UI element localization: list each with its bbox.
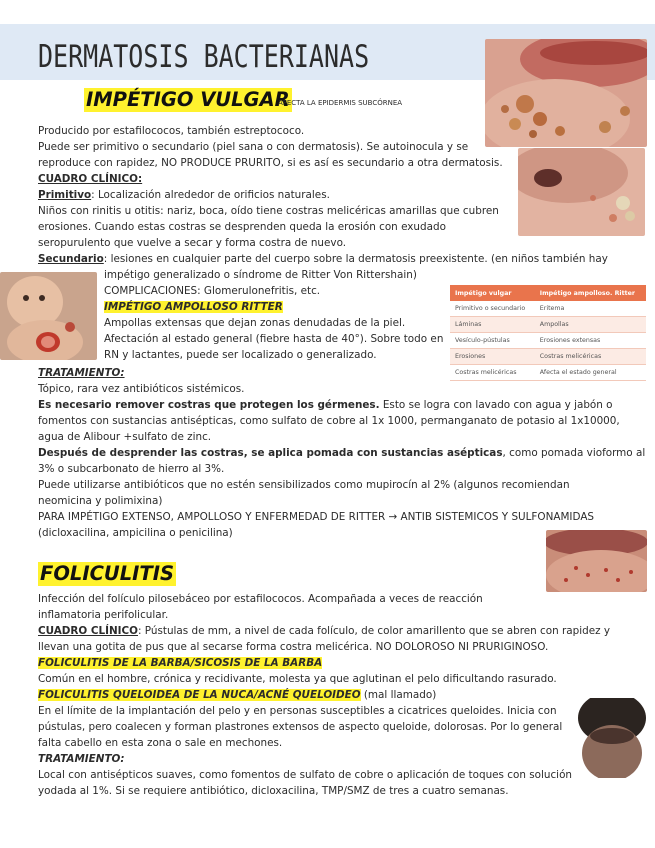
table-cell: Erosiones bbox=[450, 349, 535, 365]
page-title: DERMATOSIS BACTERIANAS bbox=[38, 38, 370, 75]
secundario-label: Secundario bbox=[38, 253, 104, 265]
tratamiento-bold: Después de desprender las costras, se aplica pomada con sustancias asépticas bbox=[38, 447, 503, 459]
barba-heading-text: FOLICULITIS DE LA BARBA/SICOSIS DE LA BARBA bbox=[38, 657, 323, 669]
impetigo-line: Producido por estafilococos, también estreptococo. bbox=[38, 125, 305, 137]
table-cell: Eritema bbox=[535, 301, 646, 317]
tratamiento-line: PARA IMPÉTIGO EXTENSO, AMPOLLOSO Y ENFERMEDAD DE RITTER → ANTIB SISTEMICOS Y SULFONAMIDAS bbox=[38, 511, 595, 523]
impetigo-heading-text: IMPÉTIGO VULGAR bbox=[86, 88, 290, 111]
tratamiento-line: agua de Alibour +sulfato de zinc. bbox=[38, 431, 212, 443]
table-cell: Erosiones extensas bbox=[535, 333, 646, 349]
foliculitis-line: inflamatoria perifolicular. bbox=[38, 609, 169, 621]
ampolloso-heading bbox=[104, 300, 283, 316]
table-header-row bbox=[450, 285, 646, 301]
foliculitis-tratamiento-heading: TRATAMIENTO: bbox=[38, 753, 125, 765]
table-cell: Vesículo-pústulas bbox=[450, 333, 535, 349]
cuadro-clinico-heading: CUADRO CLÍNICO: bbox=[38, 173, 143, 185]
foliculitis-line: Infección del folículo pilosebáceo por estafilococos. Acompañada a veces de reacción bbox=[38, 593, 483, 605]
ampolloso-line: Afectación al estado general (fiebre hasta de 40°). Sobre todo en bbox=[104, 333, 444, 345]
complicaciones-line: COMPLICACIONES: Glomerulonefritis, etc. bbox=[104, 285, 321, 297]
foliculitis-line: llevan una gotita de pus que al secarse forma costra melicérica. NO DOLOROSO NI PRURIGINOSO. bbox=[38, 641, 549, 653]
tratamiento-line: fomentos con sustancias antisépticas, como sulfato de cobre al 1x 1000, permanganato de potasio al 1x10000, bbox=[38, 415, 620, 427]
tratamiento-line: neomicina y polimixina) bbox=[38, 495, 163, 507]
nape-photo bbox=[576, 698, 647, 778]
impetigo-line: impétigo generalizado o síndrome de Ritter Von Rittershain) bbox=[104, 269, 417, 281]
table-cell: Costras melicéricas bbox=[535, 349, 646, 365]
impetigo-line: erosiones. Cuando estas costras se desprenden queda la erosión con exudado bbox=[38, 221, 446, 233]
foliculitis-cuadro-line bbox=[38, 624, 610, 640]
table-cell: Láminas bbox=[450, 317, 535, 333]
tratamiento-line: 3% o subcarbonato de hierro al 3%. bbox=[38, 463, 225, 475]
foliculitis-line: falta cabello en esta zona o sale en mechones. bbox=[38, 737, 283, 749]
foliculitis-line: Común en el hombre, crónica y recidivante, molesta ya que aglutinan el pelo dificultando rasurado. bbox=[38, 673, 557, 685]
impetigo-subtitle: AFECTA LA EPIDERMIS SUBCÓRNEA bbox=[278, 99, 403, 107]
queloidea-heading-text: FOLICULITIS QUELOIDEA DE LA NUCA/ACNÉ QUELOIDEO bbox=[38, 689, 361, 701]
tratamiento-line: Puede utilizarse antibióticos que no estén sensibilizados como mupirocín al 2% (algunos recomiendan bbox=[38, 479, 570, 491]
foliculitis-line: En el límite de la implantación del pelo y en personas susceptibles a cicatrices queloides. Inicia con bbox=[38, 705, 557, 717]
table-cell: Ampollas bbox=[535, 317, 646, 333]
ritter-baby-photo bbox=[0, 272, 97, 360]
foliculitis-line: Local con antisépticos suaves, como fomentos de sulfato de cobre o aplicación de toques con solución bbox=[38, 769, 573, 781]
foliculitis-line: pústulas, pero coalecen y forman plastrones extensos de aspecto queloide, dolorosas. Por lo general bbox=[38, 721, 563, 733]
foliculitis-chin-photo bbox=[546, 530, 647, 592]
impetigo-nose-photo bbox=[518, 148, 645, 236]
ampolloso-line: RN y lactantes, puede ser localizado o generalizado. bbox=[104, 349, 377, 361]
table-row bbox=[450, 317, 646, 333]
secundario-line bbox=[38, 252, 608, 268]
table-row bbox=[450, 365, 646, 381]
table-row bbox=[450, 301, 646, 317]
tratamiento-rest: Esto se logra con lavado con agua y jabón o bbox=[379, 399, 613, 411]
primitivo-text: : Localización alrededor de orificios naturales. bbox=[91, 189, 330, 201]
tratamiento-line bbox=[38, 446, 645, 462]
foliculitis-line: yodada al 1%. Si se requiere antibiótico, dicloxacilina, TMP/SMZ de tres a cuatro semanas. bbox=[38, 785, 509, 797]
tratamiento-heading: TRATAMIENTO: bbox=[38, 367, 125, 379]
impetigo-line: seropurulento que vuelve a secar y forma costra de nuevo. bbox=[38, 237, 347, 249]
table-header-cell: Impétigo ampolloso. Ritter bbox=[535, 285, 646, 301]
tratamiento-line bbox=[38, 398, 613, 414]
table-cell: Costras melicéricas bbox=[450, 365, 535, 381]
impetigo-line: Niños con rinitis u otitis: nariz, boca, oído tiene costras melicéricas amarillas que cubren bbox=[38, 205, 499, 217]
impetigo-line: reproduce con rapidez, NO PRODUCE PRURITO, si es así es secundario a otra dermatosis. bbox=[38, 157, 503, 169]
impetigo-heading bbox=[84, 88, 292, 112]
table-row bbox=[450, 333, 646, 349]
tratamiento-line: (dicloxacilina, ampicilina o penicilina) bbox=[38, 527, 233, 539]
table-header-cell: Impétigo vulgar bbox=[450, 285, 535, 301]
table-cell: Afecta el estado general bbox=[535, 365, 646, 381]
foliculitis-cuadro-label: CUADRO CLÍNICO bbox=[38, 625, 138, 637]
impetigo-chin-photo bbox=[485, 39, 647, 147]
impetigo-line: Puede ser primitivo o secundario (piel sana o con dermatosis). Se autoinocula y se bbox=[38, 141, 469, 153]
secundario-text: : lesiones en cualquier parte del cuerpo sobre la dermatosis preexistente. (en niños también hay bbox=[103, 253, 608, 265]
foliculitis-heading: FOLICULITIS bbox=[40, 562, 175, 585]
barba-heading bbox=[38, 656, 322, 672]
queloidea-rest: (mal llamado) bbox=[360, 689, 437, 701]
primitivo-line bbox=[38, 188, 330, 204]
comparison-table bbox=[450, 285, 646, 381]
queloidea-line bbox=[38, 688, 436, 704]
table-cell: Primitivo o secundario bbox=[450, 301, 535, 317]
table-row bbox=[450, 349, 646, 365]
tratamiento-line: Tópico, rara vez antibióticos sistémicos. bbox=[38, 383, 245, 395]
tratamiento-rest: , como pomada vioformo al bbox=[502, 447, 646, 459]
primitivo-label: Primitivo bbox=[38, 189, 92, 201]
ampolloso-line: Ampollas extensas que dejan zonas denudadas de la piel. bbox=[104, 317, 406, 329]
ampolloso-heading-text: IMPÉTIGO AMPOLLOSO RITTER bbox=[104, 301, 283, 313]
tratamiento-bold: Es necesario remover costras que protegen los gérmenes. bbox=[38, 399, 380, 411]
foliculitis-cuadro-text: : Pústulas de mm, a nivel de cada folículo, de color amarillento que se abren con rapidez y bbox=[138, 625, 611, 637]
